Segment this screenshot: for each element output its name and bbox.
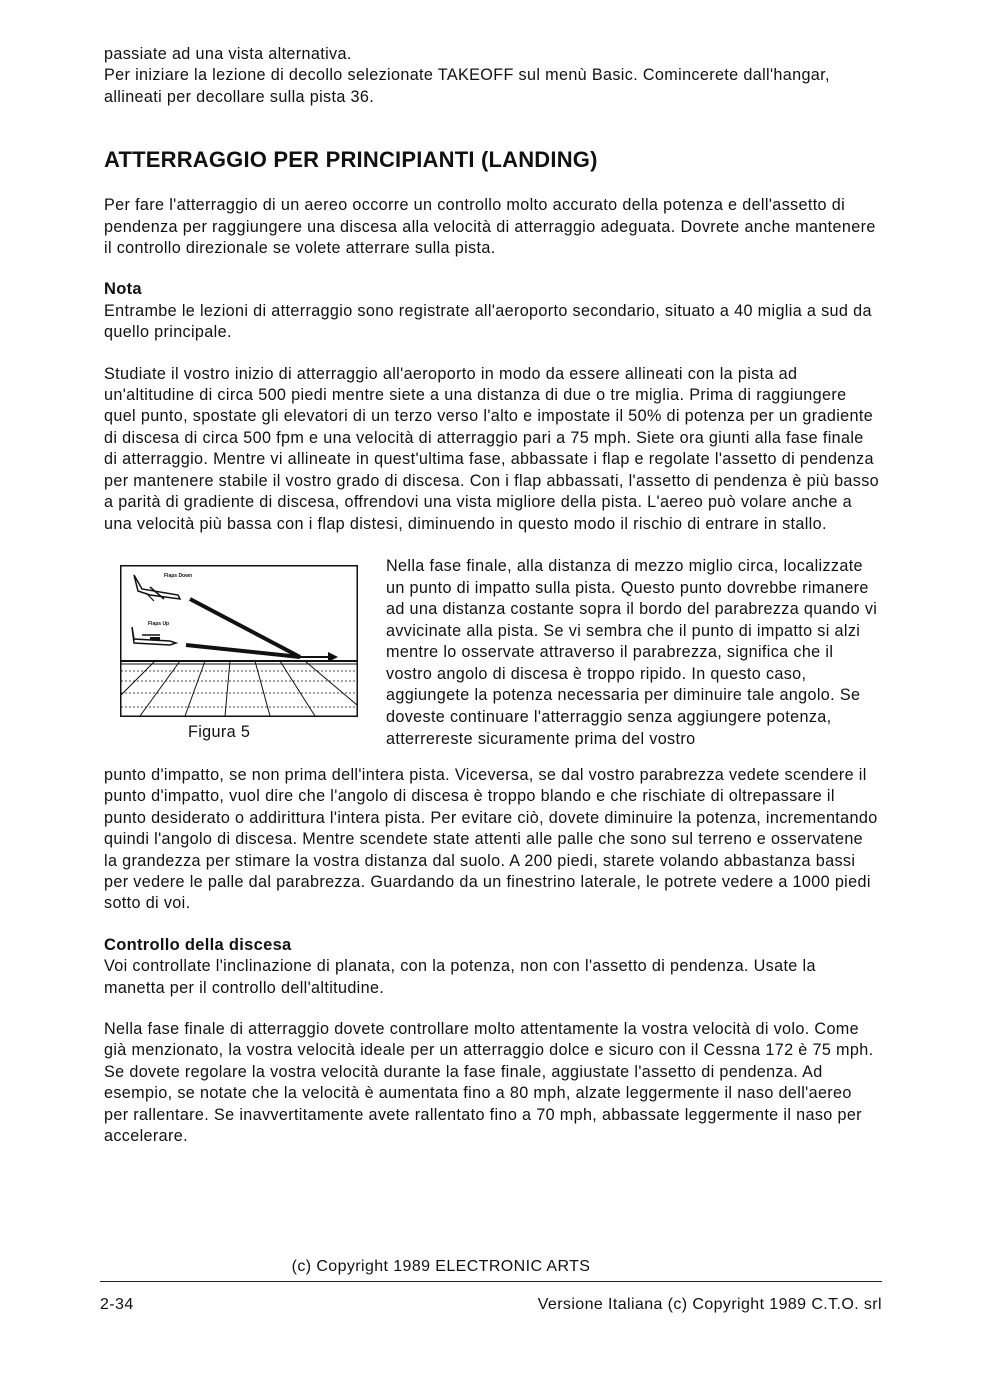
landing-diagram — [120, 565, 358, 717]
label-flaps-up: Flaps Up — [148, 620, 170, 627]
footer-rule — [100, 1281, 882, 1282]
intro-line-1: passiate ad una vista alternativa. — [104, 45, 352, 63]
nota-title: Nota — [104, 280, 142, 299]
figure-5 — [104, 555, 374, 765]
paragraph-4: Nella fase finale di atterraggio dovete controllare molto attentamente la vostra velocità di volo. Come già menzionato, la vostra velocità ideale per un atterraggio dolce e sicuro con il Cessna 172 è 75 mph. Se dovete regolare la vostra velocità durante la fase finale, aggiustate l'assetto di pendenza. Ad esempio, se notate che la velocità è aumentata fino a 80 mph, alzate leggermente il naso dell'aereo per rallentare. Se inavvertitamente avete rallentato fino a 70 mph, abbassate leggermente il naso per accelerare. — [104, 1019, 874, 1145]
copyright-line: (c) Copyright 1989 ELECTRONIC ARTS — [291, 1258, 591, 1275]
paragraph-2: Studiate il vostro inizio di atterraggio all'aeroporto in modo da essere allineati con la pista ad un'altitudine di circa 500 piedi mentre siete a una distanza di due o tre miglia. Prima di raggiungere quel punto, spostate gli elevatori di un terzo verso l'alto e impostate il 50% di potenza per un gradiente di discesa di circa 500 fpm e una velocità di atterraggio pari a 75 mph. Siete ora giunti alla fase finale di atterraggio. Mentre vi allineate in quest'ultima fase, abbassate i flap e regolate l'assetto di pendenza per mantenere stabile il vostro grado di discesa. Con i flap abbassati, l'assetto di pendenza è più basso a parità di gradiente di discesa, offrendovi una vista migliore della pista. L'aereo può volare anche a una velocità più bassa con i flap distesi, diminuendo in questo modo il rischio di entrare in stallo. — [104, 364, 880, 533]
intro-line-2: Per iniziare la lezione di decollo selezionate TAKEOFF sul menù Basic. Comincerete dall'hangar, allineati per decollare sulla pista 36. — [104, 66, 830, 106]
figure-caption: Figura 5 — [188, 722, 251, 741]
label-flaps-down: Flaps Down — [164, 572, 193, 579]
paragraph-1: Per fare l'atterraggio di un aereo occorre un controllo molto accurato della potenza e dell'assetto di pendenza per raggiungere una discesa alla velocità di atterraggio adeguata. Dovrete anche mantenere il controllo direzionale se volete atterrare sulla pista. — [104, 196, 876, 258]
page-footer — [100, 1256, 882, 1314]
section2-title: Controllo della discesa — [104, 935, 292, 954]
paragraph-3-right: Nella fase finale, alla distanza di mezzo miglio circa, localizzate un punto di impatto sulla pista. Questo punto dovrebbe rimanere ad una distanza costante sopra il bordo del parabrezza quando vi avvicinate alla pista. Se vi sembra che il punto di impatto si alzi mentre lo osservate attraverso il parabrezza, significa che il vostro angolo di discesa è troppo ripido. In questo caso, aggiungete la potenza necessaria per diminuire tale angolo. Se doveste continuare l'atterraggio senza aggiungere potenza, atterrereste sicuramente prima del vostro — [386, 556, 878, 748]
section-heading: ATTERRAGGIO PER PRINCIPIANTI (LANDING) — [104, 147, 598, 173]
page-body — [104, 44, 880, 1147]
paragraph-3-continued: punto d'impatto, se non prima dell'intera pista. Viceversa, se dal vostro parabrezza vedete scendere il punto d'impatto, vuol dire che l'angolo di discesa è troppo blando e che rischiate di oltrepassare il punto desiderato o addirittura l'intera pista. Per evitare ciò, dovete diminuire la potenza, incrementando quindi l'angolo di discesa. Mentre scendete state attenti alle palle che sono sul terreno e osservatene la grandezza per stimare la vostra distanza dal suolo. A 200 piedi, starete volando abbastanza bassi per vedere le palle dal parabrezza. Guardando da un finestrino laterale, le potrete vedere a 1000 piedi sotto di voi. — [104, 765, 878, 913]
section2-text: Voi controllate l'inclinazione di planata, con la potenza, non con l'assetto di pendenza. Usate la manetta per il controllo dell'altitudine. — [104, 957, 816, 997]
page-number: 2-34 — [100, 1296, 134, 1313]
nota-text: Entrambe le lezioni di atterraggio sono registrate all'aeroporto secondario, situato a 40 miglia a sud da quello principale. — [104, 301, 872, 342]
version-credit: Versione Italiana (c) Copyright 1989 C.T.O. srl — [537, 1296, 882, 1313]
